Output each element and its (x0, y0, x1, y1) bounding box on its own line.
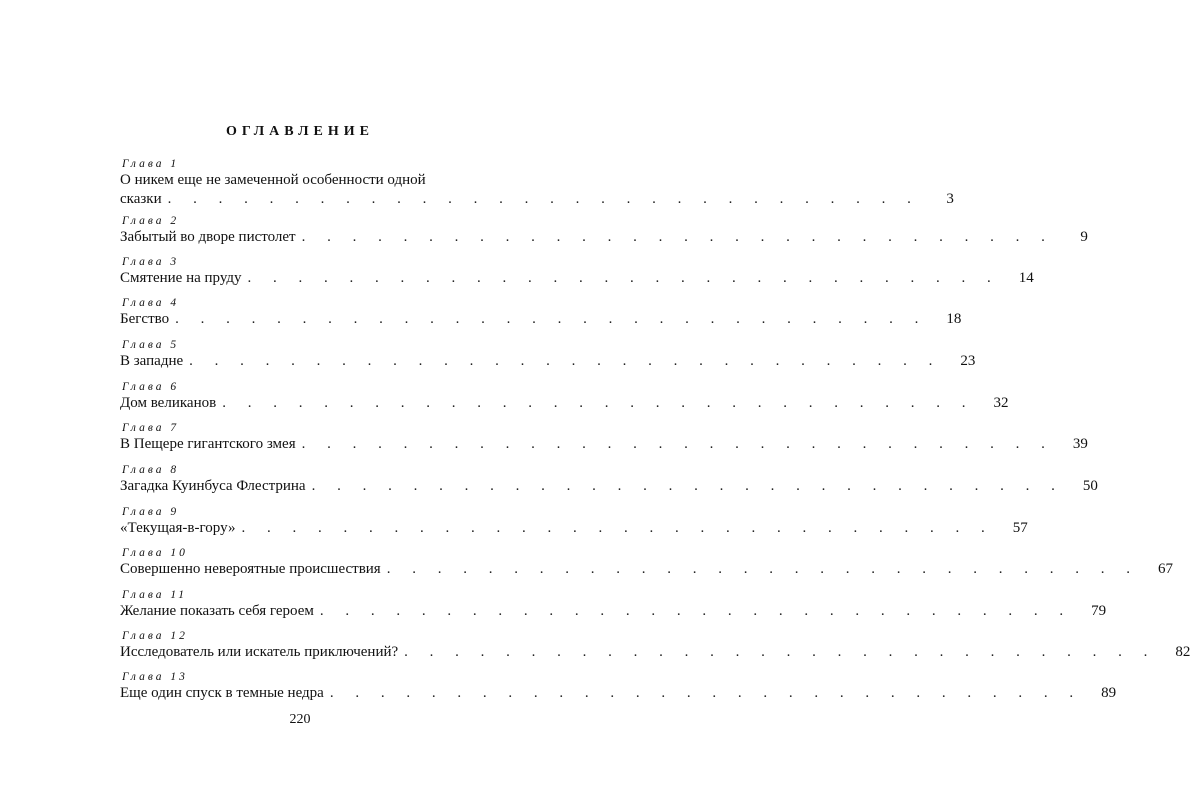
leader-dots: . . . . . . . . . . . . . . . . . . . . . . . . . . . . . . (175, 311, 928, 327)
leader-dots: . . . . . . . . . . . . . . . . . . . . . . . . . . . . . . (189, 353, 942, 369)
chapter-label: Глава 2 (122, 215, 180, 227)
chapter-title: Загадка Куинбуса Флестрина (120, 478, 306, 494)
chapter-title: Совершенно невероятные происшествия (120, 561, 381, 577)
chapter-label: Глава 8 (122, 464, 180, 476)
chapter-label: Глава 10 (122, 547, 188, 559)
leader-dots: . . . . . . . . . . . . . . . . . . . . . . . . . . . . . . (241, 520, 994, 536)
chapter-page-number: 67 (1157, 561, 1173, 577)
chapter-title: сказки (120, 191, 162, 207)
leader-dots: . . . . . . . . . . . . . . . . . . . . . . . . . . . . . . (386, 561, 1139, 577)
chapter-page-number: 32 (993, 395, 1009, 411)
chapter-title-line1: О никем еще не замеченной особенности одной (120, 172, 426, 188)
chapter-page-number: 82 (1175, 644, 1190, 660)
toc-entry-10[interactable] (120, 546, 1173, 579)
chapter-page-number: 9 (1080, 229, 1088, 245)
toc-entry-9[interactable] (120, 505, 1028, 538)
chapter-label: Глава 5 (122, 339, 180, 351)
chapter-page-number: 18 (946, 311, 962, 327)
toc-entry-12[interactable] (120, 629, 1190, 662)
chapter-label: Глава 13 (122, 671, 188, 683)
chapter-title: Смятение на пруду (120, 270, 242, 286)
toc-entry-6[interactable] (120, 380, 1009, 413)
leader-dots: . . . . . . . . . . . . . . . . . . . . . . . . . . . . . . (301, 436, 1054, 452)
toc-entry-1[interactable] (120, 157, 954, 209)
leader-dots: . . . . . . . . . . . . . . . . . . . . . . . . . . . . . . (319, 603, 1073, 619)
chapter-page-number: 57 (1012, 520, 1028, 536)
chapter-label: Глава 9 (122, 506, 180, 518)
leader-dots: . . . . . . . . . . . . . . . . . . . . . . . . . . . . . . (311, 478, 1064, 494)
chapter-label: Глава 1 (122, 158, 180, 170)
toc-entry-4[interactable] (120, 296, 962, 329)
leader-dots: . . . . . . . . . . . . . . . . . . . . . . . . . . . . . . (222, 395, 975, 411)
chapter-label: Глава 6 (122, 381, 180, 393)
leader-dots: . . . . . . . . . . . . . . . . . . . . . . . . . . . . . . (167, 191, 920, 207)
page-number: 220 (289, 712, 311, 727)
chapter-page-number: 3 (946, 191, 954, 207)
chapter-title: Дом великанов (120, 395, 217, 411)
chapter-page-number: 23 (960, 353, 976, 369)
chapter-page-number: 50 (1082, 478, 1098, 494)
toc-entry-13[interactable] (120, 670, 1117, 703)
chapter-page-number: 14 (1018, 270, 1034, 286)
chapter-title: Исследователь или искатель приключений? (120, 644, 399, 660)
chapter-title: Еще один спуск в темные недра (120, 685, 324, 701)
chapter-title: «Текущая-в-гору» (120, 520, 236, 536)
chapter-label: Глава 7 (122, 422, 180, 434)
toc-entry-5[interactable] (120, 338, 976, 371)
leader-dots: . . . . . . . . . . . . . . . . . . . . . . . . . . . . . . (247, 270, 1000, 286)
leader-dots: . . . . . . . . . . . . . . . . . . . . . . . . . . . . . . (404, 644, 1157, 660)
chapter-title: В Пещере гигантского змея (120, 436, 296, 452)
toc-entry-3[interactable] (120, 255, 1034, 288)
chapter-page-number: 39 (1072, 436, 1088, 452)
chapter-title: Желание показать себя героем (120, 603, 314, 619)
toc-entry-8[interactable] (120, 463, 1098, 496)
chapter-label: Глава 3 (122, 256, 180, 268)
toc-entry-7[interactable] (120, 421, 1088, 454)
chapter-page-number: 89 (1101, 685, 1117, 701)
chapter-page-number: 79 (1091, 603, 1107, 619)
leader-dots: . . . . . . . . . . . . . . . . . . . . . . . . . . . . . . (301, 229, 1054, 245)
chapter-label: Глава 11 (122, 589, 188, 601)
chapter-title: Забытый во дворе пистолет (120, 229, 296, 245)
toc-entry-2[interactable] (120, 214, 1088, 247)
chapter-label: Глава 12 (122, 630, 188, 642)
chapter-label: Глава 4 (122, 297, 180, 309)
toc-entry-11[interactable] (120, 588, 1107, 621)
leader-dots: . . . . . . . . . . . . . . . . . . . . . . . . . . . . . . (329, 685, 1083, 701)
chapter-title: В западне (120, 353, 184, 369)
chapter-title: Бегство (120, 311, 170, 327)
toc-heading: ОГЛАВЛЕНИЕ (226, 124, 374, 139)
